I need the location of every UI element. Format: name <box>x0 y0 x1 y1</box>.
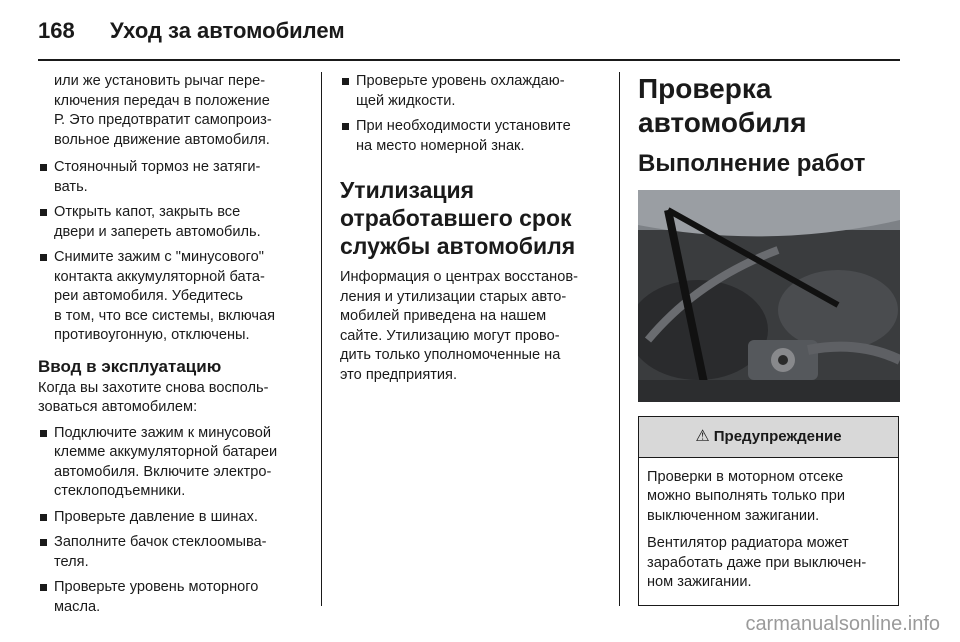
list-item: Проверьте уровень охлаждаю- щей жидкости. <box>340 72 602 111</box>
column-divider-1 <box>321 72 322 606</box>
disposal-paragraph: Информация о центрах восстанов- ления и утилизации старых авто- мобилей приведена на нашем сайте. Утилизацию могут прово- дить только уполномоченные на это предприятия. <box>340 269 578 383</box>
column-1 <box>38 72 306 623</box>
column-3 <box>638 72 900 606</box>
section-heading-commissioning: Ввод в эксплуатацию <box>38 356 222 376</box>
warning-title-text: Предупреждение <box>713 428 842 445</box>
page-header <box>38 18 345 46</box>
bullet-list-1 <box>38 158 306 346</box>
column-divider-2 <box>619 72 620 606</box>
text-line: Р. Это предотвратит самопроиз- <box>54 112 272 128</box>
bullet-list-2 <box>38 424 306 618</box>
watermark: carmanualsonline.info <box>745 613 940 635</box>
warning-box <box>638 416 899 606</box>
list-item: Проверьте давление в шинах. <box>38 508 306 528</box>
list-item: Стояночный тормоз не затяги- вать. <box>38 158 306 197</box>
engine-bay-photo <box>638 190 900 402</box>
text-line: ключения передач в положение <box>54 92 270 109</box>
list-item: Заполните бачок стеклоомыва- теля. <box>38 533 306 572</box>
intro-paragraph <box>38 72 306 150</box>
warning-paragraph: Проверки в моторном отсеке можно выполнять только при выключенном зажигании. <box>647 468 846 524</box>
list-item: Подключите зажим к минусовой клемме аккумуляторной батареи автомобиля. Включите электро- стеклоподъемники. <box>38 424 306 502</box>
warning-title <box>639 417 898 458</box>
chapter-title: Уход за автомобилем <box>110 18 345 43</box>
text-line: или же установить рычаг пере- <box>54 73 266 89</box>
section-heading-disposal: Утилизация отработавшего срок службы автомобиля <box>340 177 576 259</box>
page-number: 168 <box>38 18 75 43</box>
section-title: Проверка автомобиля <box>638 73 807 138</box>
list-item: Проверьте уровень моторного масла. <box>38 578 306 617</box>
list-item: Снимите зажим с "минусового" контакта аккумуляторной бата- реи автомобиля. Убедитесь в том, что все системы, включая противоугонную, отключены. <box>38 248 306 346</box>
column-2 <box>340 72 602 393</box>
warning-triangle-icon: ⚠ <box>695 428 710 445</box>
list-item: Открыть капот, закрыть все двери и запереть автомобиль. <box>38 203 306 242</box>
header-rule <box>38 59 900 61</box>
list-item: При необходимости установите на место номерной знак. <box>340 117 602 156</box>
engine-bay-illustration <box>638 190 900 402</box>
warning-paragraph: Вентилятор радиатора может заработать даже при выключен- ном зажигании. <box>647 535 867 590</box>
bullet-list-3 <box>340 72 602 156</box>
warning-body <box>639 458 898 605</box>
commissioning-paragraph: Когда вы захотите снова восполь- зоваться автомобилем: <box>38 379 269 415</box>
text-line: вольное движение автомобиля. <box>54 131 270 148</box>
section-subtitle: Выполнение работ <box>638 150 866 177</box>
